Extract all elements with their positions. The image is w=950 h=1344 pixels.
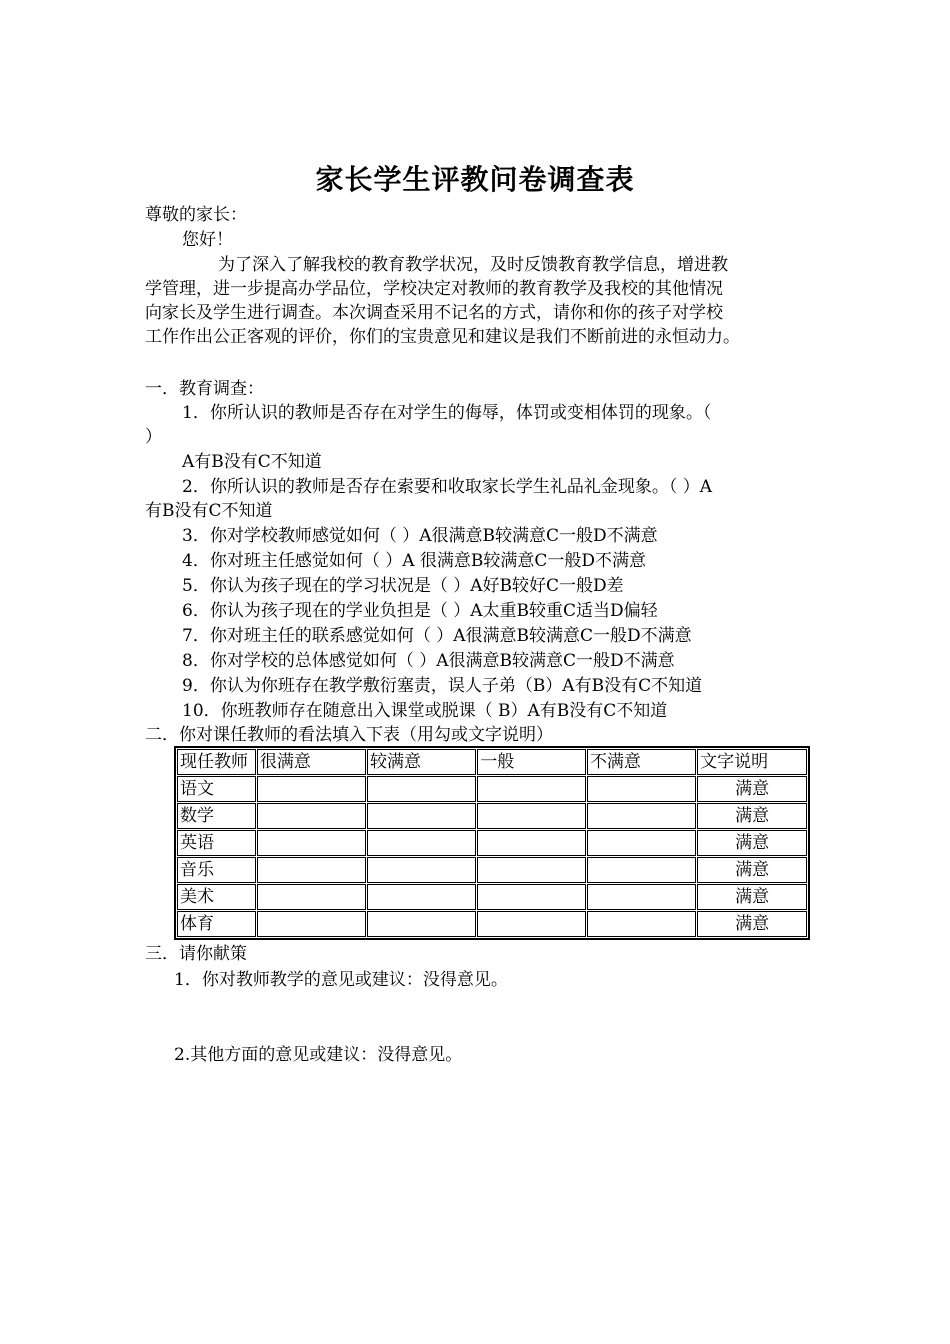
question-8: 8．你对学校的总体感觉如何（ ）A很满意B较满意C一般D不满意 — [182, 651, 675, 671]
section2-heading: 二．你对课任教师的看法填入下表（用勾或文字说明） — [145, 725, 553, 745]
suggestion-other: 2.其他方面的意见或建议：没得意见。 — [174, 1045, 463, 1065]
section3-heading: 三．请你献策 — [145, 944, 247, 964]
rating-cell-satisfied[interactable] — [367, 857, 476, 883]
rating-cell-satisfied[interactable] — [367, 884, 476, 910]
table-row — [177, 776, 807, 802]
comment-cell[interactable]: 满意 — [697, 884, 807, 910]
subject-cell: 体育 — [177, 911, 256, 937]
rating-cell-very-satisfied[interactable] — [257, 884, 366, 910]
question-3: 3．你对学校教师感觉如何（ ）A很满意B较满意C一般D不满意 — [182, 526, 658, 546]
comment-cell[interactable]: 满意 — [697, 776, 807, 802]
rating-cell-satisfied[interactable] — [367, 911, 476, 937]
table-header-row — [177, 749, 807, 775]
rating-cell-dissatisfied[interactable] — [587, 776, 696, 802]
question-1-options: A有B没有C不知道 — [182, 452, 322, 472]
rating-cell-dissatisfied[interactable] — [587, 884, 696, 910]
intro-line-1: 为了深入了解我校的教育教学状况，及时反馈教育教学信息，增进教 — [218, 255, 728, 275]
suggestion-teaching: 1．你对教师教学的意见或建议：没得意见。 — [174, 970, 508, 990]
rating-cell-very-satisfied[interactable] — [257, 803, 366, 829]
rating-cell-dissatisfied[interactable] — [587, 830, 696, 856]
table-header-cell: 一般 — [477, 749, 586, 775]
rating-cell-average[interactable] — [477, 911, 586, 937]
comment-cell[interactable]: 满意 — [697, 830, 807, 856]
teacher-rating-table — [174, 746, 810, 940]
rating-cell-very-satisfied[interactable] — [257, 776, 366, 802]
table-header-cell: 很满意 — [257, 749, 366, 775]
question-2: 2．你所认识的教师是否存在索要和收取家长学生礼品礼金现象。（ ）A — [182, 477, 712, 497]
question-6: 6．你认为孩子现在的学业负担是（ ）A太重B较重C适当D偏轻 — [182, 601, 658, 621]
table-header-cell: 现任教师 — [177, 749, 256, 775]
intro-line-4: 工作作出公正客观的评价，你们的宝贵意见和建议是我们不断前进的永恒动力。 — [145, 327, 740, 347]
question-1-cont: ） — [145, 427, 162, 447]
rating-cell-average[interactable] — [477, 857, 586, 883]
table-row — [177, 830, 807, 856]
document-title: 家长学生评教问卷调查表 — [315, 163, 635, 196]
question-10: 10．你班教师存在随意出入课堂或脱课（ B）A有B没有C不知道 — [182, 701, 668, 721]
subject-cell: 英语 — [177, 830, 256, 856]
question-4: 4．你对班主任感觉如何（ ）A 很满意B较满意C一般D不满意 — [182, 551, 647, 571]
rating-cell-dissatisfied[interactable] — [587, 857, 696, 883]
rating-cell-average[interactable] — [477, 776, 586, 802]
question-9: 9．你认为你班存在教学敷衍塞责，误人子弟（B）A有B没有C不知道 — [182, 676, 703, 696]
hello-text: 您好！ — [182, 230, 233, 250]
section1-heading: 一．教育调查： — [145, 379, 264, 399]
rating-cell-satisfied[interactable] — [367, 776, 476, 802]
question-5: 5．你认为孩子现在的学习状况是（ ）A好B较好C一般D差 — [182, 576, 624, 596]
subject-cell: 语文 — [177, 776, 256, 802]
rating-cell-average[interactable] — [477, 830, 586, 856]
table-header-cell: 较满意 — [367, 749, 476, 775]
rating-cell-average[interactable] — [477, 884, 586, 910]
rating-cell-satisfied[interactable] — [367, 803, 476, 829]
table-header-cell: 不满意 — [587, 749, 696, 775]
question-7: 7．你对班主任的联系感觉如何（ ）A很满意B较满意C一般D不满意 — [182, 626, 692, 646]
subject-cell: 数学 — [177, 803, 256, 829]
rating-cell-dissatisfied[interactable] — [587, 911, 696, 937]
rating-cell-satisfied[interactable] — [367, 830, 476, 856]
table-row — [177, 857, 807, 883]
rating-cell-dissatisfied[interactable] — [587, 803, 696, 829]
table-row — [177, 803, 807, 829]
rating-cell-very-satisfied[interactable] — [257, 911, 366, 937]
subject-cell: 音乐 — [177, 857, 256, 883]
subject-cell: 美术 — [177, 884, 256, 910]
table-row — [177, 884, 807, 910]
intro-line-3: 向家长及学生进行调查。本次调查采用不记名的方式，请你和你的孩子对学校 — [145, 303, 723, 323]
comment-cell[interactable]: 满意 — [697, 911, 807, 937]
question-1: 1．你所认识的教师是否存在对学生的侮辱，体罚或变相体罚的现象。（ — [182, 403, 712, 423]
comment-cell[interactable]: 满意 — [697, 803, 807, 829]
rating-cell-average[interactable] — [477, 803, 586, 829]
table-row — [177, 911, 807, 937]
comment-cell[interactable]: 满意 — [697, 857, 807, 883]
table-header-cell: 文字说明 — [697, 749, 807, 775]
question-2-cont: 有B没有C不知道 — [145, 501, 273, 521]
greeting: 尊敬的家长： — [145, 205, 247, 225]
rating-cell-very-satisfied[interactable] — [257, 830, 366, 856]
rating-cell-very-satisfied[interactable] — [257, 857, 366, 883]
intro-line-2: 学管理，进一步提高办学品位，学校决定对教师的教育教学及我校的其他情况 — [145, 279, 723, 299]
